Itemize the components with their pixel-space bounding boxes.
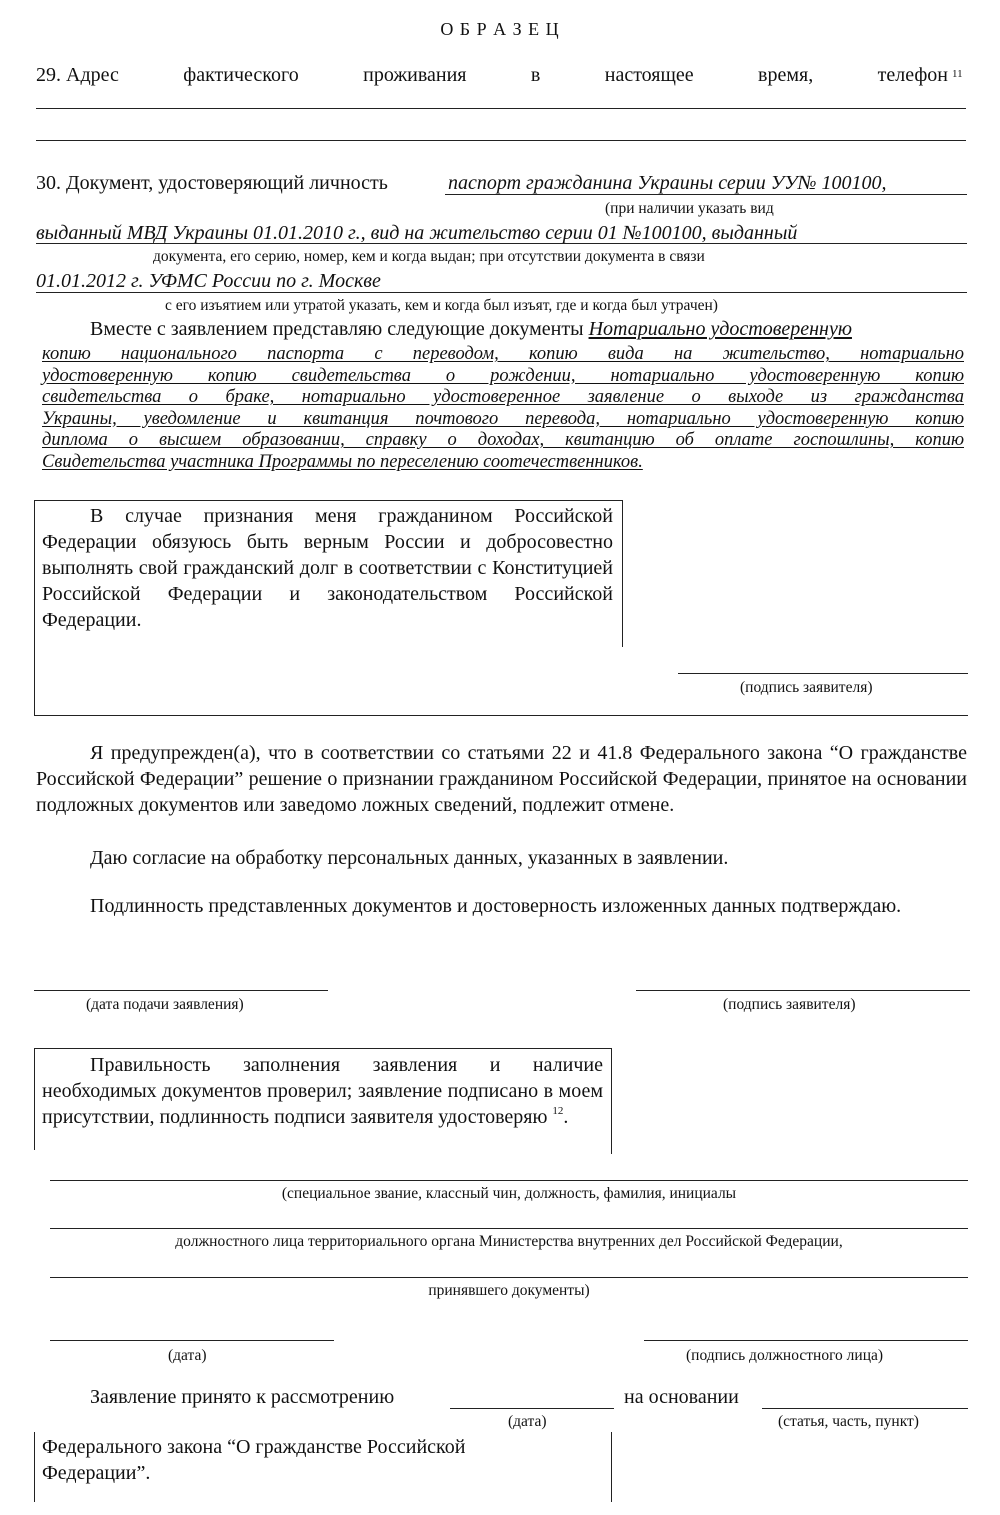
officer-box-right — [611, 1048, 612, 1154]
acceptance-lead: Заявление принято к рассмотрению — [90, 1386, 395, 1408]
officer-signature-caption: (подпись должностного лица) — [686, 1347, 884, 1364]
applicant-signature-line[interactable] — [636, 990, 970, 991]
footnote-12: 12 — [552, 1105, 564, 1117]
id-document-value-3[interactable]: 01.01.2012 г. УФМС России по г. Москве — [36, 270, 381, 292]
attachments-list[interactable] — [42, 344, 964, 473]
law-box-left — [34, 1432, 35, 1502]
oath-box-left — [34, 500, 35, 715]
officer-details-line-2[interactable] — [50, 1228, 968, 1229]
officer-signature-line[interactable] — [644, 1340, 968, 1341]
item-29-word: время, — [758, 64, 814, 86]
officer-caption-1: (специальное звание, классный чин, должность, фамилия, инициалы — [281, 1185, 737, 1202]
oath-signature-caption: (подпись заявителя) — [740, 679, 873, 696]
oath-box-top — [34, 500, 623, 501]
acceptance-middle: на основании — [624, 1386, 739, 1408]
authenticity-paragraph: Подлинность представленных документов и достоверность изложенных данных подтверждаю. — [90, 895, 902, 917]
law-box-right — [611, 1432, 612, 1502]
attachments-line: свидетельства о браке, нотариально удостоверенное заявление о выходе из гражданства — [42, 387, 964, 407]
item-29-word: 29. Адрес — [36, 64, 119, 86]
officer-caption-3: принявшего документы) — [428, 1282, 590, 1299]
application-date-caption: (дата подачи заявления) — [86, 996, 244, 1013]
consent-paragraph: Даю согласие на обработку персональных данных, указанных в заявлении. — [90, 847, 729, 869]
applicant-signature-caption: (подпись заявителя) — [723, 996, 856, 1013]
attachments-line: удостоверенную копию свидетельства о рождении, нотариально удостоверенную копию — [42, 365, 964, 386]
oath-box-bottom — [34, 715, 968, 716]
item-29-word: настоящее — [604, 64, 694, 86]
application-date-line[interactable] — [34, 990, 328, 991]
id-document-value-1[interactable]: паспорт гражданина Украины серии УУ№ 100100, — [448, 172, 887, 194]
officer-details-line-1[interactable] — [50, 1180, 968, 1181]
oath-signature-line[interactable] — [678, 673, 968, 674]
acceptance-article-caption: (статья, часть, пункт) — [778, 1413, 919, 1430]
oath-text: В случае признания меня гражданином Российской Федерации обязуюсь быть верным России и добросовестно выполнять свой гражданский долг в соответствии с Конституцией Российской Федерации и законодательством Российской Федерации. — [42, 505, 613, 631]
document-title: О Б Р А З Е Ц — [440, 19, 560, 39]
officer-caption-2: должностного лица территориального органа Министерства внутренних дел Российской Федерации, — [175, 1233, 843, 1250]
address-line-1[interactable] — [36, 108, 966, 109]
officer-text: Правильность заполнения заявления и наличие необходимых документов проверил; заявление подписано в моем присутствии, подлинность подписи заявителя удостоверяю $^{12}$. — [42, 1054, 603, 1128]
acceptance-date-line[interactable] — [450, 1408, 614, 1409]
attachments-value[interactable]: Нотариально удостоверенную — [588, 318, 852, 340]
item-29-label — [36, 62, 948, 88]
address-line-2[interactable] — [36, 140, 966, 141]
id-document-hint-3: с его изъятием или утратой указать, кем и когда был изъят, где и когда был утрачен) — [165, 297, 718, 314]
id-document-line-2 — [36, 243, 967, 244]
footnote-11: 11 — [952, 68, 963, 80]
oath-box-right — [622, 500, 623, 647]
attachments-line: диплома о высшем образовании, справку о доходах, квитанцию об оплате госпошлины, копию — [42, 430, 964, 450]
attachments-line: копию национального паспорта с переводом, копию вида на жительство, нотариально — [42, 344, 964, 364]
item-29-word: телефон — [877, 64, 948, 86]
item-29-word: фактического — [183, 64, 299, 86]
acceptance-article-line[interactable] — [762, 1408, 968, 1409]
id-document-line-3 — [36, 292, 967, 293]
id-document-hint-2: документа, его серию, номер, кем и когда выдан; при отсутствии документа в связи — [153, 248, 705, 265]
officer-date-caption: (дата) — [168, 1347, 207, 1364]
officer-box-top — [34, 1048, 612, 1049]
acceptance-date-caption: (дата) — [508, 1413, 547, 1430]
officer-box-left — [34, 1048, 35, 1150]
id-document-hint-1: (при наличии указать вид — [605, 200, 774, 217]
warning-paragraph: Я предупрежден(а), что в соответствии со статьями 22 и 41.8 Федерального закона “О гражданстве Российской Федерации” решение о признании гражданином Российской Федерации, принятое на основании подложных документов или заведомо ложных сведений, подлежит отмене. — [36, 742, 967, 816]
officer-details-line-3[interactable] — [50, 1277, 968, 1278]
attachments-line: Украины, уведомление и квитанция почтового перевода, нотариально удостоверенную копию — [42, 408, 964, 429]
attachments-lead: Вместе с заявлением представляю следующие документы Нотариально удостоверенную — [90, 318, 852, 340]
officer-date-line[interactable] — [50, 1340, 334, 1341]
id-document-line-1 — [445, 194, 967, 195]
item-29-word: проживания — [363, 64, 467, 86]
attachments-line: Свидетельства участника Программы по переселению соотечественников. — [42, 451, 643, 472]
item-29-word: в — [530, 64, 541, 86]
acceptance-law-text: Федерального закона “О гражданстве Российской Федерации”. — [42, 1436, 466, 1484]
item-30-label: 30. Документ, удостоверяющий личность — [36, 172, 388, 194]
id-document-value-2[interactable]: выданный МВД Украины 01.01.2010 г., вид на жительство серии 01 №100100, выданный — [36, 222, 798, 244]
